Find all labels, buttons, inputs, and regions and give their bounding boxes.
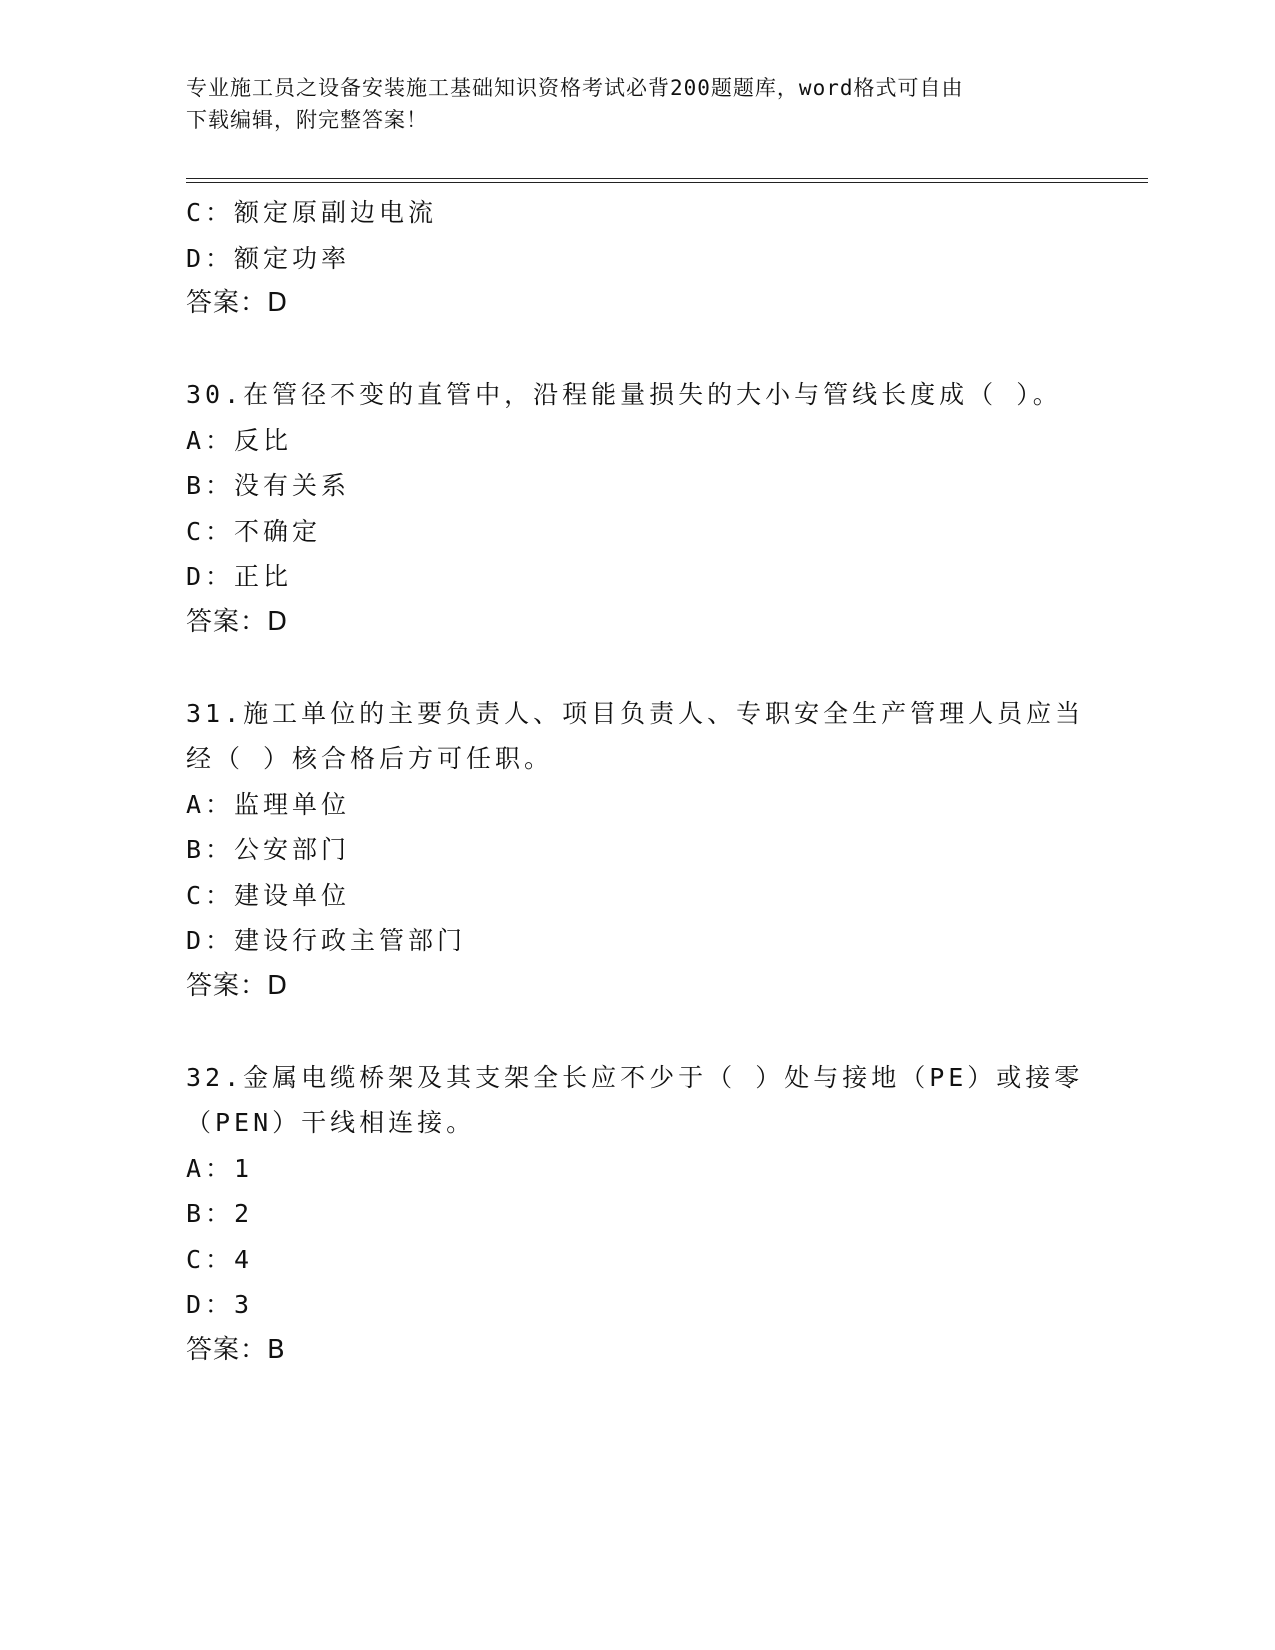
option-d: D：正比 [186,562,293,591]
option-c: C：4 [186,1244,254,1274]
option-a: A：监理单位 [186,789,351,819]
question-30 [186,372,1086,645]
option-c: C：不确定 [186,516,322,546]
option-a: A：1 [186,1153,254,1183]
option-a: A：反比 [186,425,293,455]
question-stem-line-2: 经（ ）核合格后方可任职。 [186,744,554,773]
option-b: B：公安部门 [186,835,351,864]
question-stem-line-1: 31.施工单位的主要负责人、项目负责人、专职安全生产管理人员应当 [186,698,1085,728]
option-d: D：建设行政主管部门 [186,926,467,955]
option-c: C：建设单位 [186,880,351,910]
question-stem: 30.在管径不变的直管中，沿程能量损失的大小与管线长度成（ ）。 [186,380,1062,409]
option-b: B：没有关系 [186,471,351,500]
header-divider-top [186,178,1148,179]
document-header [186,72,1066,136]
option-d: D：额定功率 [186,243,351,273]
question-list [186,190,1086,1373]
question-stem-line-2: （PEN）干线相连接。 [186,1108,476,1137]
question-32 [186,1055,1086,1374]
answer-line: 答案：D [186,606,289,637]
option-b: B：2 [186,1199,254,1228]
question-stem-line-1: 32.金属电缆桥架及其支架全长应不少于（ ）处与接地（PE）或接零 [186,1062,1084,1092]
option-d: D：3 [186,1290,254,1319]
option-c: C：额定原副边电流 [186,198,438,227]
answer-line: 答案：D [186,970,289,1001]
spacer [186,1009,1086,1055]
question-continuation [186,190,1086,327]
question-31 [186,691,1086,1010]
answer-line: 答案：B [186,1334,286,1365]
spacer [186,645,1086,691]
answer-line: 答案：D [186,288,289,318]
header-divider-bottom [186,182,1148,183]
header-line-1: 专业施工员之设备安装施工基础知识资格考试必背200题题库，word格式可自由 [186,76,964,100]
spacer [186,327,1086,373]
header-line-2: 下载编辑，附完整答案！ [186,108,428,132]
